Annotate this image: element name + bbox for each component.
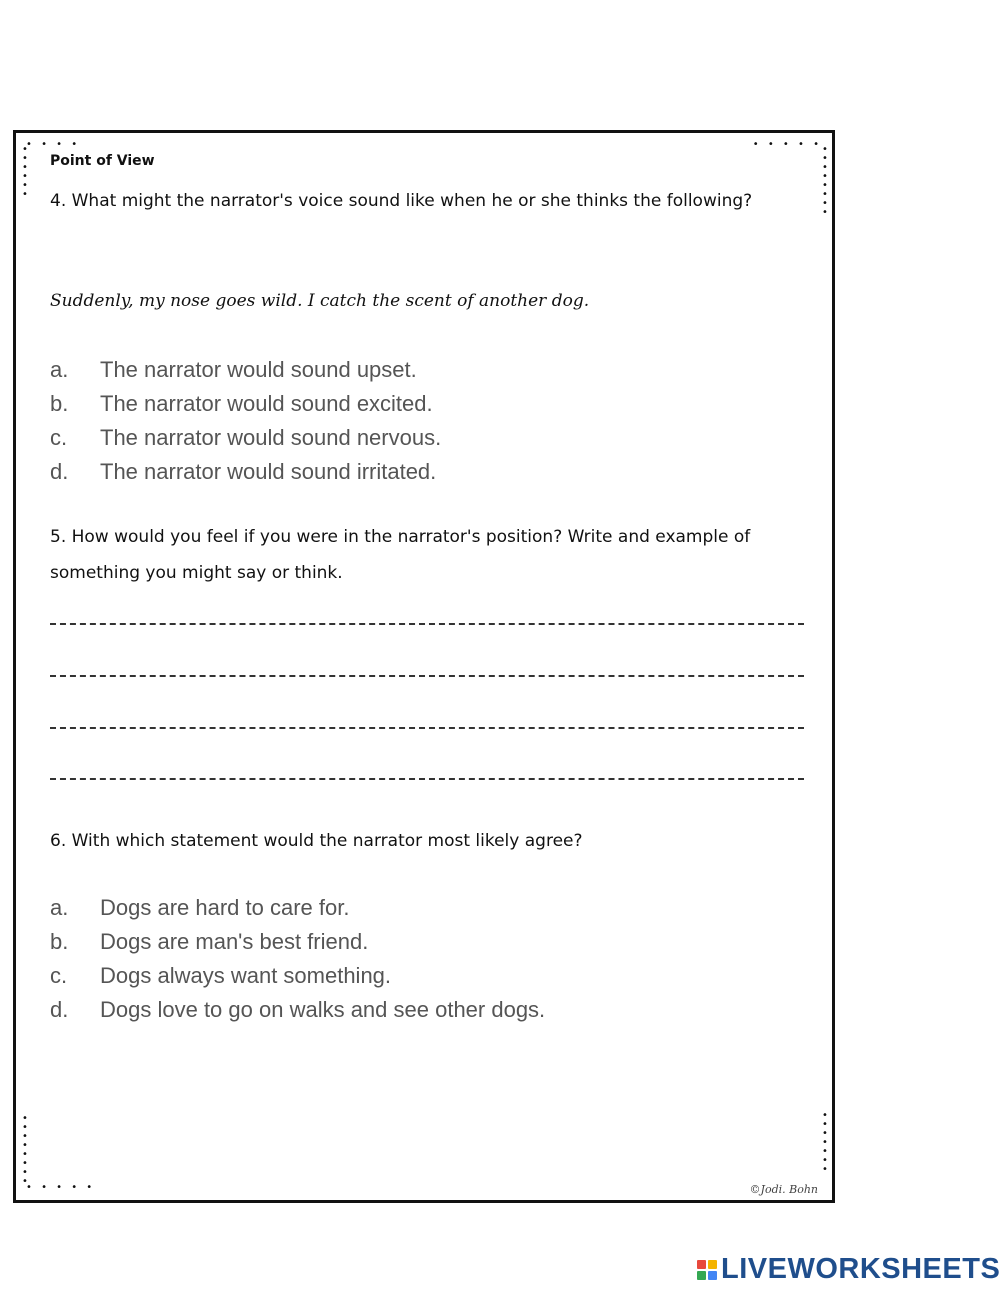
option-item[interactable]: [50, 387, 441, 421]
option-letter: d.: [50, 997, 69, 1022]
dots-left-bottom: • • • • • • • •: [22, 1113, 28, 1187]
option-text: Dogs are man's best friend.: [100, 929, 369, 954]
question-6-options: [50, 891, 545, 1027]
option-letter: d.: [50, 459, 69, 484]
option-letter: a.: [50, 895, 69, 920]
option-letter: b.: [50, 391, 69, 416]
answer-line-1[interactable]: [50, 623, 804, 625]
question-4-quote: Suddenly, my nose goes wild. I catch the scent of another dog.: [50, 291, 590, 311]
question-4-text: 4. What might the narrator's voice sound like when he or she thinks the following?: [50, 191, 753, 211]
option-item[interactable]: [50, 925, 545, 959]
option-letter: b.: [50, 929, 69, 954]
logo-block-green: [697, 1271, 706, 1280]
logo-block-red: [697, 1260, 706, 1269]
option-letter: c.: [50, 963, 68, 988]
copyright-signature: ©Jodi. Bohn: [749, 1183, 818, 1196]
logo-block-yellow: [708, 1260, 717, 1269]
dots-right-top: • • • • • • • •: [822, 144, 828, 218]
answer-line-3[interactable]: [50, 727, 804, 729]
dots-bottom-left: • • • • •: [26, 1182, 96, 1193]
logo-blocks-icon: [697, 1260, 717, 1280]
option-item[interactable]: [50, 993, 545, 1027]
logo-block-blue: [708, 1271, 717, 1280]
option-item[interactable]: [50, 353, 441, 387]
option-item[interactable]: [50, 421, 441, 455]
option-letter: a.: [50, 357, 69, 382]
dots-top-left: • • • •: [26, 139, 81, 150]
option-item[interactable]: [50, 959, 545, 993]
option-letter: c.: [50, 425, 68, 450]
answer-line-2[interactable]: [50, 675, 804, 677]
answer-line-4[interactable]: [50, 778, 804, 780]
worksheet-page: [13, 130, 835, 1203]
page-title: Point of View: [50, 153, 155, 169]
dots-left-top: • • • • • •: [22, 144, 28, 200]
option-text: Dogs are hard to care for.: [100, 895, 350, 920]
question-4-options: [50, 353, 441, 489]
option-text: The narrator would sound irritated.: [100, 459, 437, 484]
option-text: Dogs always want something.: [100, 963, 392, 988]
question-5-text: 5. How would you feel if you were in the narrator's position? Write and example of something you might say or think.: [50, 527, 751, 583]
option-item[interactable]: [50, 891, 545, 925]
liveworksheets-logo[interactable]: [697, 1253, 1000, 1286]
option-text: The narrator would sound nervous.: [100, 425, 442, 450]
option-text: Dogs love to go on walks and see other dogs.: [100, 997, 546, 1022]
option-text: The narrator would sound excited.: [100, 391, 433, 416]
question-6-text: 6. With which statement would the narrator most likely agree?: [50, 831, 583, 851]
option-item[interactable]: [50, 455, 441, 489]
dots-top-right: • • • • •: [752, 139, 822, 150]
option-text: The narrator would sound upset.: [100, 357, 417, 382]
dots-right-bottom: • • • • • • •: [822, 1110, 828, 1175]
brand-name: LIVEWORKSHEETS: [721, 1253, 1000, 1285]
